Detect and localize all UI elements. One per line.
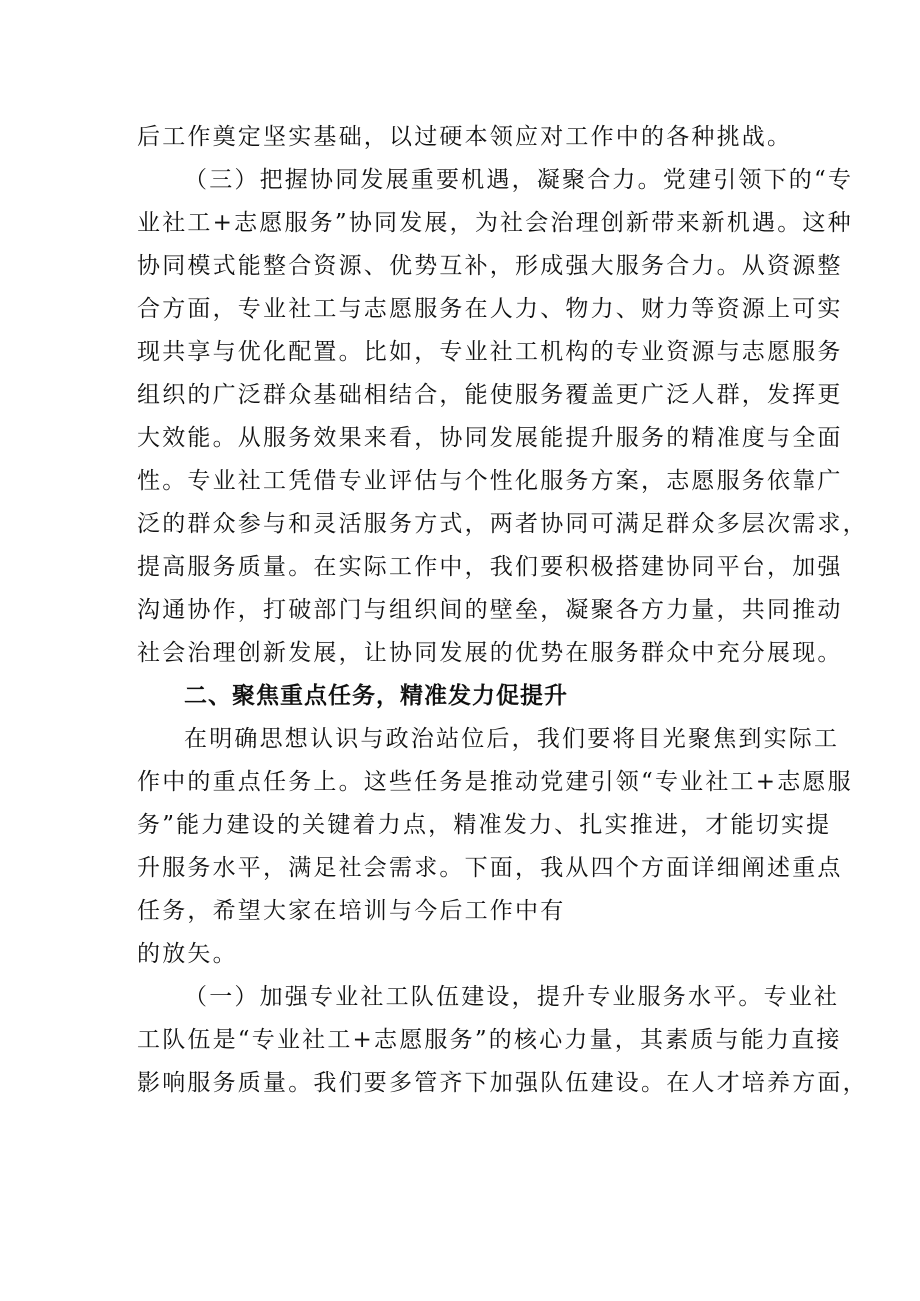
text-line: 社会治理创新发展，让协同发展的优势在服务群众中充分展现。 — [137, 640, 843, 666]
text-line: 性。专业社工凭借专业评估与个性化服务方案，志愿服务依靠广 — [137, 468, 843, 494]
text-line: 沟通协作，打破部门与组织间的壁垒，凝聚各方力量，共同推动 — [137, 597, 843, 623]
document-body — [137, 116, 868, 1105]
text-line: 的放矢。 — [137, 941, 238, 967]
text-line: 升服务水平，满足社会需求。下面，我从四个方面详细阐述重点 — [137, 855, 843, 881]
text-line: 后工作奠定坚实基础，以过硬本领应对工作中的各种挑战。 — [137, 124, 793, 150]
text-line: （一）加强专业社工队伍建设，提升专业服务水平。专业社 — [184, 984, 840, 1010]
text-line: （三）把握协同发展重要机遇，凝聚合力。党建引领下的“专 — [184, 167, 854, 193]
text-line: 组织的广泛群众基础相结合，能使服务覆盖更广泛人群，发挥更 — [137, 382, 843, 408]
text-line: 在明确思想认识与政治站位后，我们要将目光聚焦到实际工 — [184, 726, 840, 752]
text-line: 业社工+志愿服务”协同发展，为社会治理创新带来新机遇。这种 — [137, 210, 853, 236]
text-line: 泛的群众参与和灵活服务方式，两者协同可满足群众多层次需求， — [137, 511, 868, 537]
text-line: 影响服务质量。我们要多管齐下加强队伍建设。在人才培养方面， — [137, 1070, 868, 1096]
text-line: 提高服务质量。在实际工作中，我们要积极搭建协同平台，加强 — [137, 554, 843, 580]
text-line: 务”能力建设的关键着力点，精准发力、扎实推进，才能切实提 — [137, 812, 832, 838]
text-line: 现共享与优化配置。比如，专业社工机构的专业资源与志愿服务 — [137, 339, 843, 365]
section-heading: 二、聚焦重点任务，精准发力促提升 — [184, 683, 568, 709]
text-line: 协同模式能整合资源、优势互补，形成强大服务合力。从资源整 — [137, 253, 843, 279]
text-line: 工队伍是“专业社工+志愿服务”的核心力量，其素质与能力直接 — [137, 1027, 842, 1053]
text-line: 作中的重点任务上。这些任务是推动党建引领“专业社工+志愿服 — [137, 769, 853, 795]
text-line: 任务，希望大家在培训与今后工作中有 — [137, 898, 566, 924]
text-line: 合方面，专业社工与志愿服务在人力、物力、财力等资源上可实 — [137, 296, 843, 322]
text-line: 大效能。从服务效果来看，协同发展能提升服务的精准度与全面 — [137, 425, 843, 451]
